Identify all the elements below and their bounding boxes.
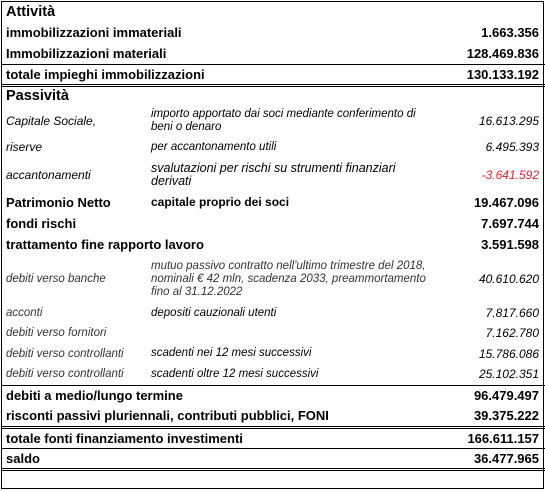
row-note: per accantonamento utili bbox=[151, 140, 277, 153]
table-row bbox=[2, 255, 545, 303]
row-value: 7.817.660 bbox=[485, 306, 540, 320]
row-note: scadenti oltre 12 mesi successivi bbox=[151, 367, 319, 380]
table-row bbox=[2, 303, 545, 323]
row-label: debiti verso controllanti bbox=[6, 368, 124, 381]
attivita-heading-row bbox=[2, 2, 545, 22]
row-value: 39.375.222 bbox=[473, 408, 540, 424]
row-note: capitale proprio dei soci bbox=[151, 195, 290, 209]
row-label: debiti verso controllanti bbox=[6, 347, 124, 360]
table-row bbox=[2, 136, 545, 158]
passivita-total-row bbox=[2, 427, 545, 448]
row-value: 19.467.096 bbox=[473, 194, 540, 210]
row-label: debiti a medio/lungo termine bbox=[2, 385, 437, 406]
attivita-heading: Attività bbox=[6, 4, 56, 20]
table-row bbox=[2, 43, 545, 64]
table-row bbox=[2, 213, 545, 234]
row-label: Patrimonio Netto bbox=[6, 194, 111, 210]
row-value: 7.697.744 bbox=[481, 216, 540, 231]
table-row bbox=[2, 158, 545, 191]
row-value-negative: -3.641.592 bbox=[481, 167, 540, 182]
row-value: 25.102.351 bbox=[478, 367, 540, 382]
passivita-heading-row bbox=[2, 85, 545, 105]
total-label: totale impieghi immobilizzazioni bbox=[2, 64, 437, 85]
saldo-row bbox=[2, 448, 545, 469]
row-label: accantonamenti bbox=[6, 167, 91, 182]
table-row bbox=[2, 323, 545, 343]
table-row bbox=[2, 364, 545, 385]
total-label: totale fonti finanziamento investimenti bbox=[2, 427, 437, 448]
passivita-heading: Passività bbox=[6, 87, 69, 104]
row-value: 6.495.393 bbox=[485, 140, 540, 154]
row-label: debiti verso fornitori bbox=[6, 327, 107, 339]
table-row bbox=[2, 22, 545, 43]
row-note: mutuo passivo contratto nell'ultimo trimestre del 2018, nominali € 42 mln, scadenza 2033, preammortamento fino al 31.12.2022 bbox=[151, 259, 426, 298]
row-label: risconti passivi pluriennali, contributi pubblici, FONI bbox=[6, 408, 329, 424]
row-label: fondi rischi bbox=[6, 216, 77, 231]
total-value: 130.133.192 bbox=[437, 64, 545, 85]
total-value: 166.611.157 bbox=[437, 427, 545, 448]
row-note: svalutazioni per rischi su strumenti finanziari derivati bbox=[151, 160, 396, 188]
row-value: 1.663.356 bbox=[481, 25, 540, 40]
row-label: immobilizzazioni immateriali bbox=[6, 25, 182, 40]
row-value: 16.613.295 bbox=[478, 113, 540, 128]
table-row bbox=[2, 234, 545, 255]
row-note: depositi cauzionali utenti bbox=[151, 306, 277, 319]
row-value: 3.591.598 bbox=[481, 237, 540, 252]
table-row bbox=[2, 385, 545, 406]
row-label: trattamento fine rapporto lavoro bbox=[6, 237, 204, 252]
row-value: 15.786.086 bbox=[478, 346, 540, 361]
row-label: riserve bbox=[6, 140, 43, 154]
row-value: 40.610.620 bbox=[478, 272, 540, 286]
row-value: 96.479.497 bbox=[437, 385, 545, 406]
table-row bbox=[2, 191, 545, 213]
row-note: scadenti nei 12 mesi successivi bbox=[151, 347, 312, 359]
balance-sheet bbox=[1, 1, 544, 489]
table-row bbox=[2, 105, 545, 136]
row-label: acconti bbox=[6, 307, 43, 319]
table-row bbox=[2, 406, 545, 427]
row-label: Immobilizzazioni materiali bbox=[6, 45, 167, 61]
table-row bbox=[2, 343, 545, 364]
row-value: 128.469.836 bbox=[466, 45, 540, 61]
saldo-value: 36.477.965 bbox=[437, 448, 545, 469]
balance-table bbox=[2, 2, 545, 471]
row-label: Capitale Sociale, bbox=[6, 113, 97, 128]
attivita-total-row bbox=[2, 64, 545, 85]
row-label: debiti verso banche bbox=[6, 273, 106, 285]
row-value: 7.162.780 bbox=[485, 326, 540, 340]
row-note: importo apportato dai soci mediante conferimento di beni o denaro bbox=[151, 107, 416, 133]
saldo-label: saldo bbox=[2, 448, 437, 469]
